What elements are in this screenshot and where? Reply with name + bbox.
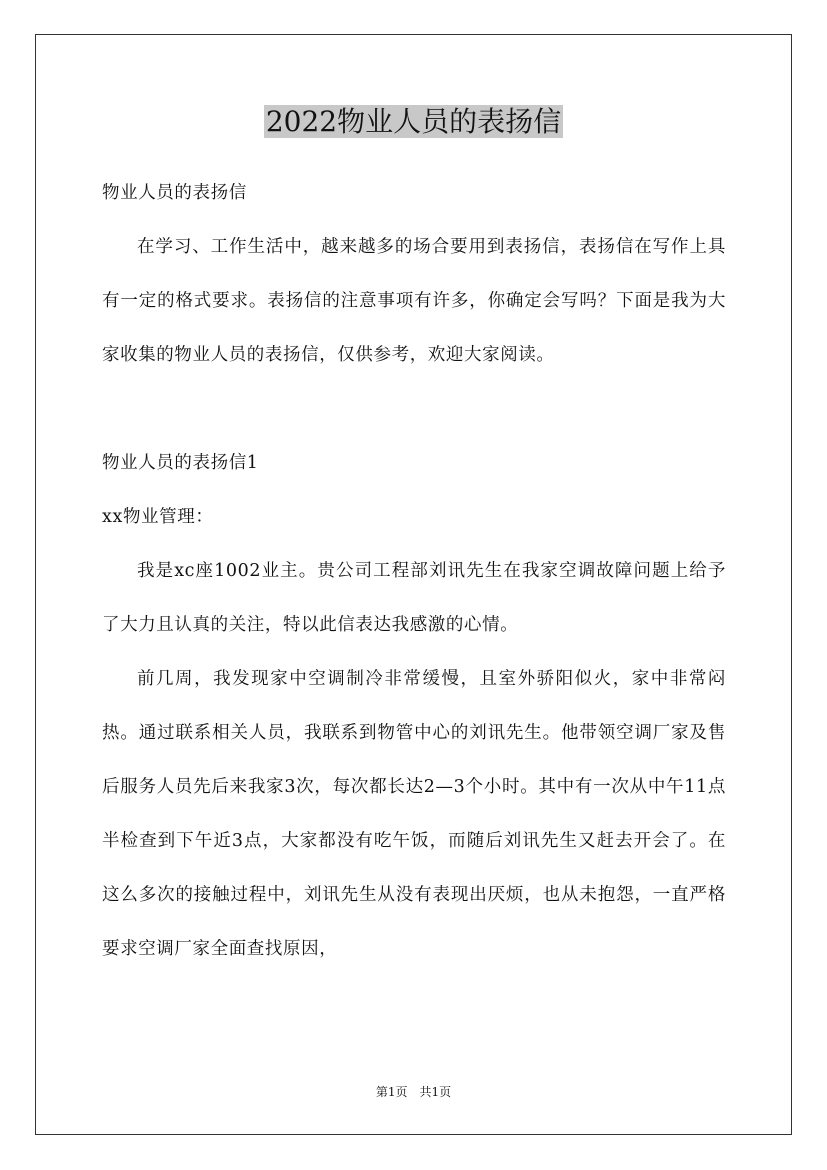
document-subtitle: 物业人员的表扬信 xyxy=(102,183,247,203)
letter-paragraph: 前几周，我发现家中空调制冷非常缓慢，且室外骄阳似火，家中非常闷热。通过联系相关人员，我联系到物管中心的刘讯先生。他带领空调厂家及售后服务人员先后来我家3次，每次都长达2—3个小时。其中有一次从中午11点半检查到下午近3点，大家都没有吃午饭，而随后刘讯先生又赶去开会了。在这么多次的接触过程中，刘讯先生从没有表现出厌烦，也从未抱怨，一直严格要求空调厂家全面查找原因， xyxy=(102,669,726,959)
intro-paragraph: 在学习、工作生活中，越来越多的场合要用到表扬信，表扬信在写作上具有一定的格式要求。表扬信的注意事项有许多，你确定会写吗？下面是我为大家收集的物业人员的表扬信，仅供参考，欢迎大家阅读。 xyxy=(102,237,726,365)
page-footer: 第1页 共1页 xyxy=(375,1085,452,1099)
section-heading: 物业人员的表扬信1 xyxy=(102,453,259,473)
document-title: 2022物业人员的表扬信 xyxy=(265,105,562,138)
letter-salutation: xx物业管理： xyxy=(102,507,214,527)
document-body xyxy=(102,166,726,976)
letter-paragraph: 我是xc座1002业主。贵公司工程部刘讯先生在我家空调故障问题上给予了大力且认真的关注，特以此信表达我感激的心情。 xyxy=(102,561,726,635)
document-title-container xyxy=(0,100,827,144)
